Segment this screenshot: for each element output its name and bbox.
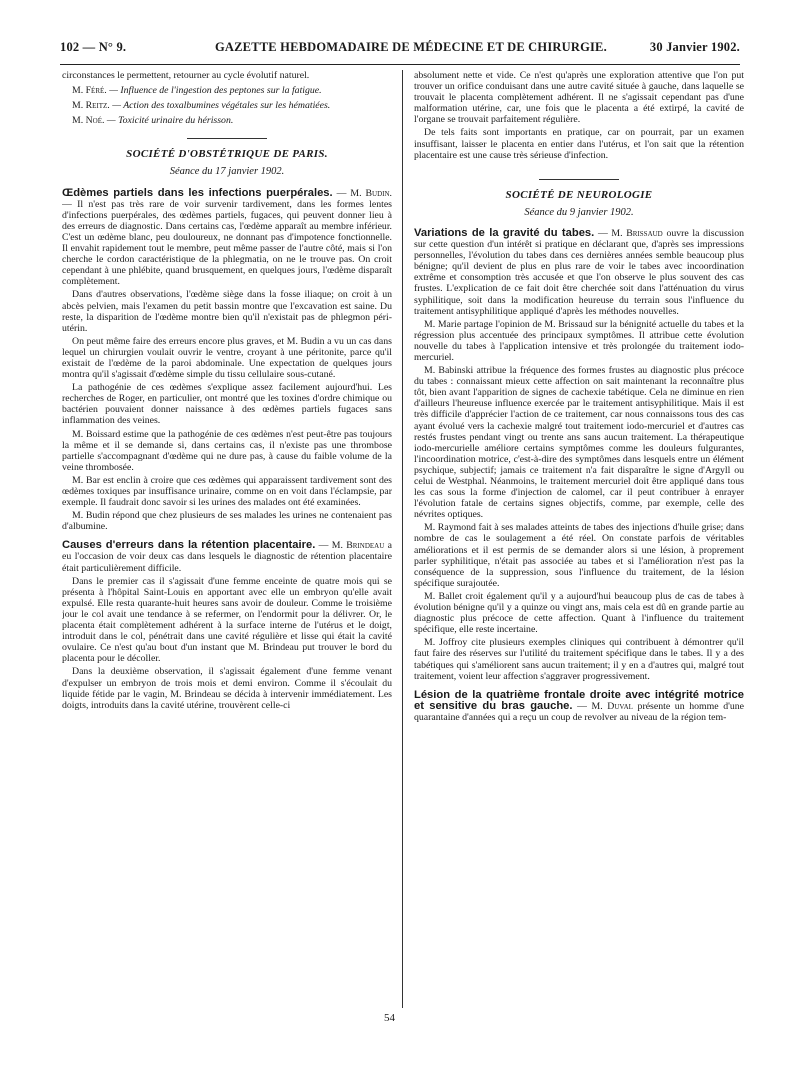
paragraph: On peut même faire des erreurs encore plus graves, et M. Budin a vu un cas dans lequel un chirurgien voulait ouvrir le ventre, croyant à une péritonite, parce qu'il existait de l'œdème de la paroi abdominale. Une expectation de quelques jours montra qu'il s'agissait d'œdème simple du tissu cellulaire sous-cutané. (62, 335, 392, 381)
article-paragraph (414, 228, 744, 317)
paragraph: M. Ballet croit également qu'il y a aujourd'hui beaucoup plus de cas de tabes à évolution bénigne qu'il y a quinze ou vingt ans, mais cela est dû en grande partie au diagnostic plus précoce de cette affection. Quant à l'influence du traitement spécifique, elle reste incertaine. (414, 590, 744, 636)
paragraph: Dans la deuxième observation, il s'agissait également d'une femme venant d'expulser un embryon de trois mois et demi environ. Comme il s'écoulait du liquide fétide par le vagin, M. Brindeau se décida à intervenir immédiatement. Les doigts, introduits dans la cavité utérine, trouvèrent celle-ci (62, 666, 392, 711)
article-title: Lésion de la quatrième frontale droite avec intégrité motrice et sensitive du bras gauche. (414, 688, 744, 712)
article-text: présente un homme d'une quarantaine d'années qui a reçu un coup de revolver au niveau de la région tem- (414, 700, 744, 723)
society-heading: SOCIÉTÉ DE NEUROLOGIE (505, 188, 653, 201)
paragraph: Dans d'autres observations, l'œdème siège dans la fosse iliaque; on croit à un abcès pelvien, mais l'examen du petit bassin montre que l'excavation est saine. Du reste, la disparition de l'œdème montre bien qu'il n'existait pas de phlegmon péri-utérin. (62, 289, 392, 334)
article-title: Causes d'erreurs dans la rétention placentaire. (62, 539, 316, 552)
article-paragraph (62, 540, 392, 573)
paragraph: M. Raymond fait à ses malades atteints de tabes des injections d'huile grise; dans nombre de cas le soulagement a été réel. On constate parfois de véritables améliorations et il est permis de se demander alors si une lésion, à proprement parler syphilitique, n'était pas associée au tabes et si l'amélioration n'est pas la conséquence de la suppression, sous l'influence du traitement, de la lésion spécifique surajoutée. (414, 522, 744, 589)
article-title: Variations de la gravité du tabes. (414, 226, 595, 239)
paragraph: M. Joffroy cite plusieurs exemples cliniques qui contribuent à démontrer qu'il faut faire des réserves sur l'utilité du traitement spécifique dans le tabes. Il y a des tabétiques qui s'améliorent sans aucun traitement; il y en a d'autres qui, malgré tout traitement, voient leur affection s'aggraver progressivement. (414, 637, 744, 682)
paragraph: De tels faits sont importants en pratique, car on pourrait, par un examen insuffisant, laisser le placenta en entier dans l'utérus, et l'on sait que la rétention placentaire est une cause très sérieuse d'infection. (414, 127, 744, 161)
article-author: — M. Duval (577, 700, 633, 712)
left-column (62, 70, 392, 1008)
section-separator (539, 179, 619, 180)
article-author: — M. Budin. (336, 187, 392, 199)
paragraph: M. Babinski attribue la fréquence des formes frustes au diagnostic plus précoce du tabes : connaissant mieux cette affection on sait maintenant la reconnaître plus tôt, bien avant l'apparition de signes de cachexie tabétique. Cela ne diminue en rien d'ailleurs l'heureuse influence exercée par le traitement antisyphilitique. Mais il est très difficile d'apprécier l'action de ce traitement, car nous connaissons tous des cas ayant évolué vers la cachexie malgré tout traitement iodo-mercuriel et d'autres cas restés frustes pendant vingt ou trente ans sans aucun traitement. La thérapeutique iodo-mercurielle améliore certains symptômes comme les douleurs fulgurantes, l'incoordination motrice, c'est-à-dire des symptômes dans lesquels entre un élément psychique, subjectif; jamais ce traitement n'a fait disparaître le signe d'Argyll ou celui de Westphal. Néanmoins, le traitement mercuriel doit être appliqué dans tous les cas sous la forme d'injection de calomel, car il peut contribuer à enrayer l'évolution fatale de certains signes objectifs, comme, par exemple, celle des névrites optiques. (414, 365, 744, 521)
item-author: M. Reitz. (72, 100, 110, 112)
article-title: Œdèmes partiels dans les infections puerpérales. (62, 186, 333, 199)
article-paragraph (62, 188, 392, 288)
article-paragraph (414, 690, 744, 723)
communication-item (62, 115, 392, 126)
issue-date: 30 Janvier 1902. (649, 40, 740, 54)
article-text: ouvre la discussion sur cette question d'un intérêt si pratique en déclarant que, d'après ses impressions personnelles, l'évolution du tabes dans ces dernières années semble beaucoup plus bénigne; qu'il devient de plus en plus rare de voir le tabes avec incoordination extrême et consomption très accusée et que l'on observe le plus souvent des cas frustes. L'explication de ce fait doit être cherchée soit dans l'atténuation du virus syphilitique, soit dans la modification heureuse du terrain sous l'influence du traitement antisyphilitique appliqué d'après les méthodes nouvelles. (414, 227, 744, 317)
session-date: Séance du 17 janvier 1902. (169, 166, 285, 178)
header-rule (60, 64, 740, 65)
article-text: a eu l'occasion de voir deux cas dans lesquels le diagnostic de rétention placentaire était particulièrement difficile. (62, 540, 392, 574)
session-date: Séance du 9 janvier 1902. (524, 206, 634, 218)
running-header (60, 40, 740, 62)
section-separator (187, 138, 267, 139)
article-author: — M. Brindeau (318, 540, 385, 552)
paragraph: M. Marie partage l'opinion de M. Brissaud sur la bénignité actuelle du tabes et la régression plus accentuée des principaux symptômes. Il attribue cette évolution nouvelle du tabes à l'application intensive et très prolongée du traitement iodo-mercuriel. (414, 318, 744, 363)
right-column (414, 70, 744, 1008)
paragraph: M. Budin répond que chez plusieurs de ses malades les urines ne contenaient pas d'albumine. (62, 510, 392, 533)
item-author: M. Noé. (72, 115, 105, 127)
article-text: — Il n'est pas très rare de voir survenir tardivement, dans les formes lentes d'infections puerpérales, des œdèmes partiels, fugaces, qui peuvent donner lieu à des erreurs de diagnostic. Dans certains cas, l'œdème apparaît au membre inférieur. C'est un œdème blanc, peu douloureux, ne donnant pas d'impotence fonctionnelle. Il envahit rapidement tout le membre, peut même passer de l'autre côté, mais si l'on cherche le cordon caractéristique de la phlegmatia, on ne le trouve pas. On croit cependant à une phlébite, quand brusquement, en quelques jours, l'œdème disparaît complètement. (62, 198, 392, 288)
paragraph: M. Boissard estime que la pathogénie de ces œdèmes n'est peut-être pas toujours la même et il se demande si, dans certains cas, il n'existe pas une thrombose partielle s'accompagnant d'œdème qui ne dure pas, à cause du faible volume de la veine thrombosée. (62, 428, 392, 473)
item-author: M. Féré. (72, 85, 107, 97)
column-divider (402, 70, 403, 1008)
paragraph: La pathogénie de ces œdèmes s'explique assez facilement aujourd'hui. Les recherches de Roger, en particulier, ont montré que les toxines d'ordre chimique ou bactérien pouvaient donner naissance à des œdèmes partiels fugaces sans inflammation des veines. (62, 382, 392, 427)
item-title: — Influence de l'ingestion des peptones sur la fatigue. (109, 85, 322, 97)
paragraph: M. Bar est enclin à croire que ces œdèmes qui apparaissent tardivement sont des œdèmes toxiques par insuffisance urinaire, comme on en voit dans l'éclampsie, par exemple. Il faudrait donc savoir si les urines des malades ont été examinées. (62, 474, 392, 509)
paragraph: Dans le premier cas il s'agissait d'une femme enceinte de quatre mois qui se présenta à l'hôpital Saint-Louis en apportant avec elle un embryon qu'elle avait expulsé. Elle resta quarante-huit heures sans avoir de douleur. Comme le troisième jour le col avait une tendance à se refermer, on l'endormit pour la délivrer. Or, le placenta était complètement adhérent à la surface interne de l'utérus et le doigt, introduit dans le col, pénétrait dans une cavité régulière et lisse qui était la cavité ovulaire. Ce n'est qu'au bout d'un instant que M. Brindeau put trouver le bord du placenta pour le décoller. (62, 575, 392, 665)
item-title: — Toxicité urinaire du hérisson. (106, 115, 234, 127)
society-heading: SOCIÉTÉ D'OBSTÉTRIQUE DE PARIS. (126, 148, 328, 161)
page-issue: 102 — N° 9. (60, 40, 127, 54)
journal-title: GAZETTE HEBDOMADAIRE DE MÉDECINE ET DE CHIRURGIE. (215, 40, 607, 54)
item-title: — Action des toxalbumines végétales sur les hématiées. (112, 100, 331, 112)
page-number: 54 (384, 1012, 395, 1024)
communication-item (62, 100, 392, 111)
article-author: — M. Brissaud (597, 227, 663, 239)
communication-item (62, 85, 392, 96)
paragraph: circonstances le permettent, retourner au cycle évolutif naturel. (62, 70, 310, 81)
paragraph: absolument nette et vide. Ce n'est qu'après une exploration attentive que l'on put trouver un orifice conduisant dans une autre cavité située à gauche, dans laquelle se trouvait le placenta complètement adhérent. Il ne s'agissait cependant pas d'une malformation utérine, car, une fois que le placenta a été extirpé, la cavité de l'organe se trouvait parfaitement régulière. (414, 70, 744, 126)
